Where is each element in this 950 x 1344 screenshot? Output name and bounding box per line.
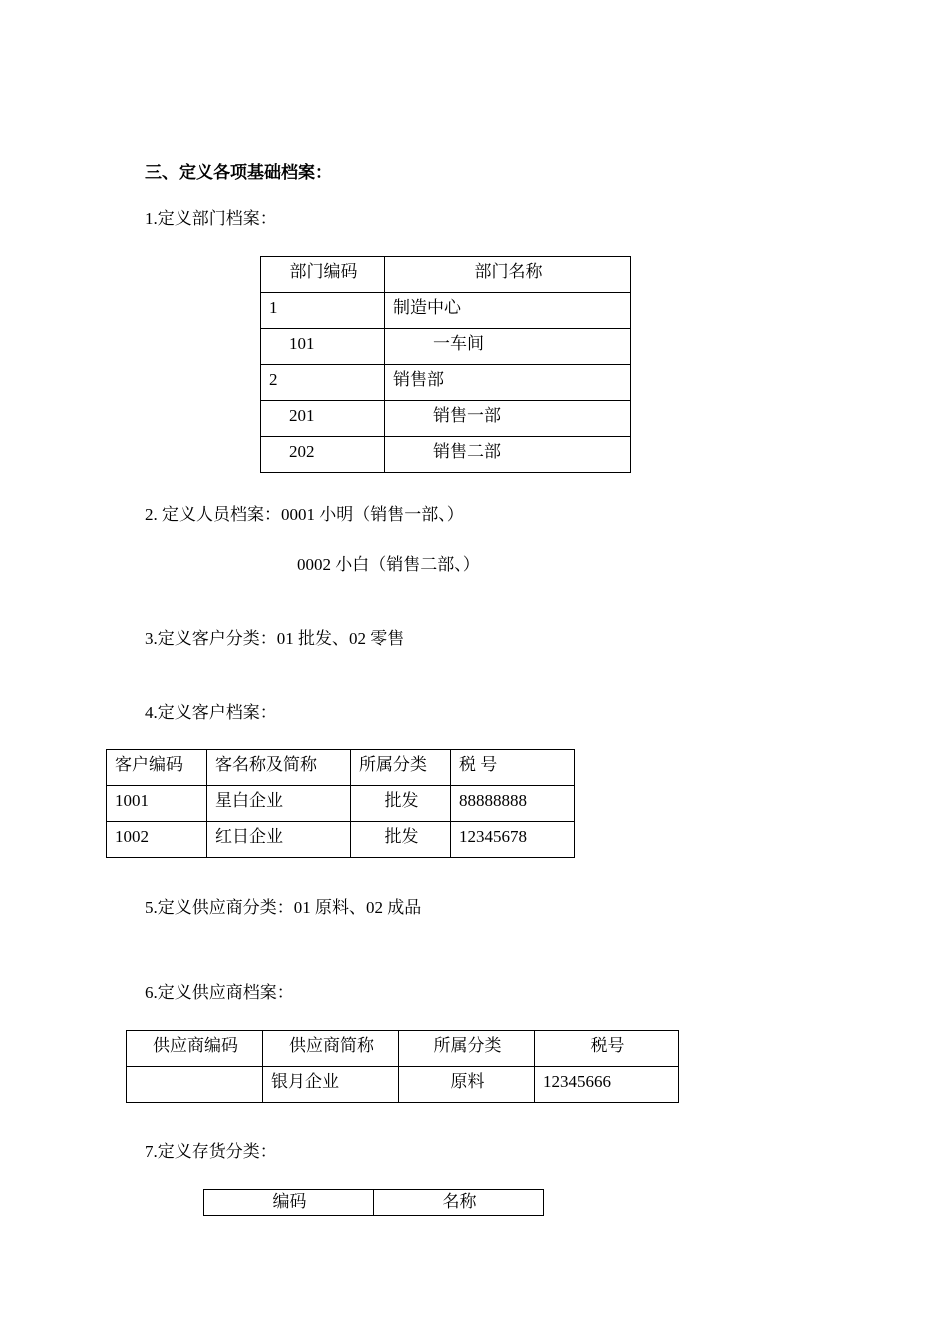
table-cell: 12345666	[535, 1067, 679, 1103]
table-header-cell: 所属分类	[399, 1031, 535, 1067]
table-header-row	[107, 750, 575, 786]
table-cell: 201	[261, 401, 385, 437]
table-header-cell: 客名称及简称	[207, 750, 351, 786]
table-header-row	[204, 1190, 544, 1216]
table-header-cell: 编码	[204, 1190, 374, 1216]
dept-table	[260, 256, 631, 473]
customer-table	[106, 749, 575, 858]
table-header-row	[127, 1031, 679, 1067]
customer-class-line: 3.定义客户分类：01 批发、02 零售	[145, 629, 405, 648]
table-header-cell: 税号	[535, 1031, 679, 1067]
table-header-cell: 部门名称	[385, 257, 631, 293]
table-row	[107, 786, 575, 822]
table-header-cell: 税 号	[451, 750, 575, 786]
table-cell: 批发	[351, 786, 451, 822]
table-cell: 202	[261, 437, 385, 473]
customer-archive-title: 4.定义客户档案：	[145, 703, 277, 722]
table-header-cell: 名称	[374, 1190, 544, 1216]
table-header-row	[261, 257, 631, 293]
table-header-cell: 部门编码	[261, 257, 385, 293]
table-cell: 一车间	[385, 329, 631, 365]
table-cell: 制造中心	[385, 293, 631, 329]
table-cell: 1001	[107, 786, 207, 822]
table-cell: 星白企业	[207, 786, 351, 822]
table-cell: 红日企业	[207, 822, 351, 858]
table-cell: 101	[261, 329, 385, 365]
table-header-cell: 所属分类	[351, 750, 451, 786]
personnel-line-2: 0002 小白（销售二部、）	[297, 555, 480, 574]
section-heading: 三、定义各项基础档案：	[145, 163, 332, 182]
table-row	[127, 1067, 679, 1103]
table-cell: 销售一部	[385, 401, 631, 437]
table-row	[261, 329, 631, 365]
table-row	[261, 365, 631, 401]
table-cell: 销售部	[385, 365, 631, 401]
table-cell: 原料	[399, 1067, 535, 1103]
table-row	[261, 293, 631, 329]
inventory-class-table	[203, 1189, 544, 1216]
table-row	[261, 437, 631, 473]
dept-archive-title: 1.定义部门档案：	[145, 209, 277, 228]
table-cell: 1	[261, 293, 385, 329]
table-cell: 销售二部	[385, 437, 631, 473]
table-header-cell: 客户编码	[107, 750, 207, 786]
supplier-archive-title: 6.定义供应商档案：	[145, 983, 294, 1002]
inventory-class-title: 7.定义存货分类：	[145, 1142, 277, 1161]
table-cell: 批发	[351, 822, 451, 858]
table-cell: 88888888	[451, 786, 575, 822]
table-row	[107, 822, 575, 858]
table-header-cell: 供应商编码	[127, 1031, 263, 1067]
table-row	[261, 401, 631, 437]
personnel-line-1: 2. 定义人员档案：0001 小明（销售一部、）	[145, 505, 464, 524]
table-cell: 12345678	[451, 822, 575, 858]
table-header-cell: 供应商简称	[263, 1031, 399, 1067]
supplier-class-line: 5.定义供应商分类：01 原料、02 成品	[145, 898, 422, 917]
table-cell	[127, 1067, 263, 1103]
table-cell: 1002	[107, 822, 207, 858]
supplier-table	[126, 1030, 679, 1103]
table-cell: 银月企业	[263, 1067, 399, 1103]
table-cell: 2	[261, 365, 385, 401]
